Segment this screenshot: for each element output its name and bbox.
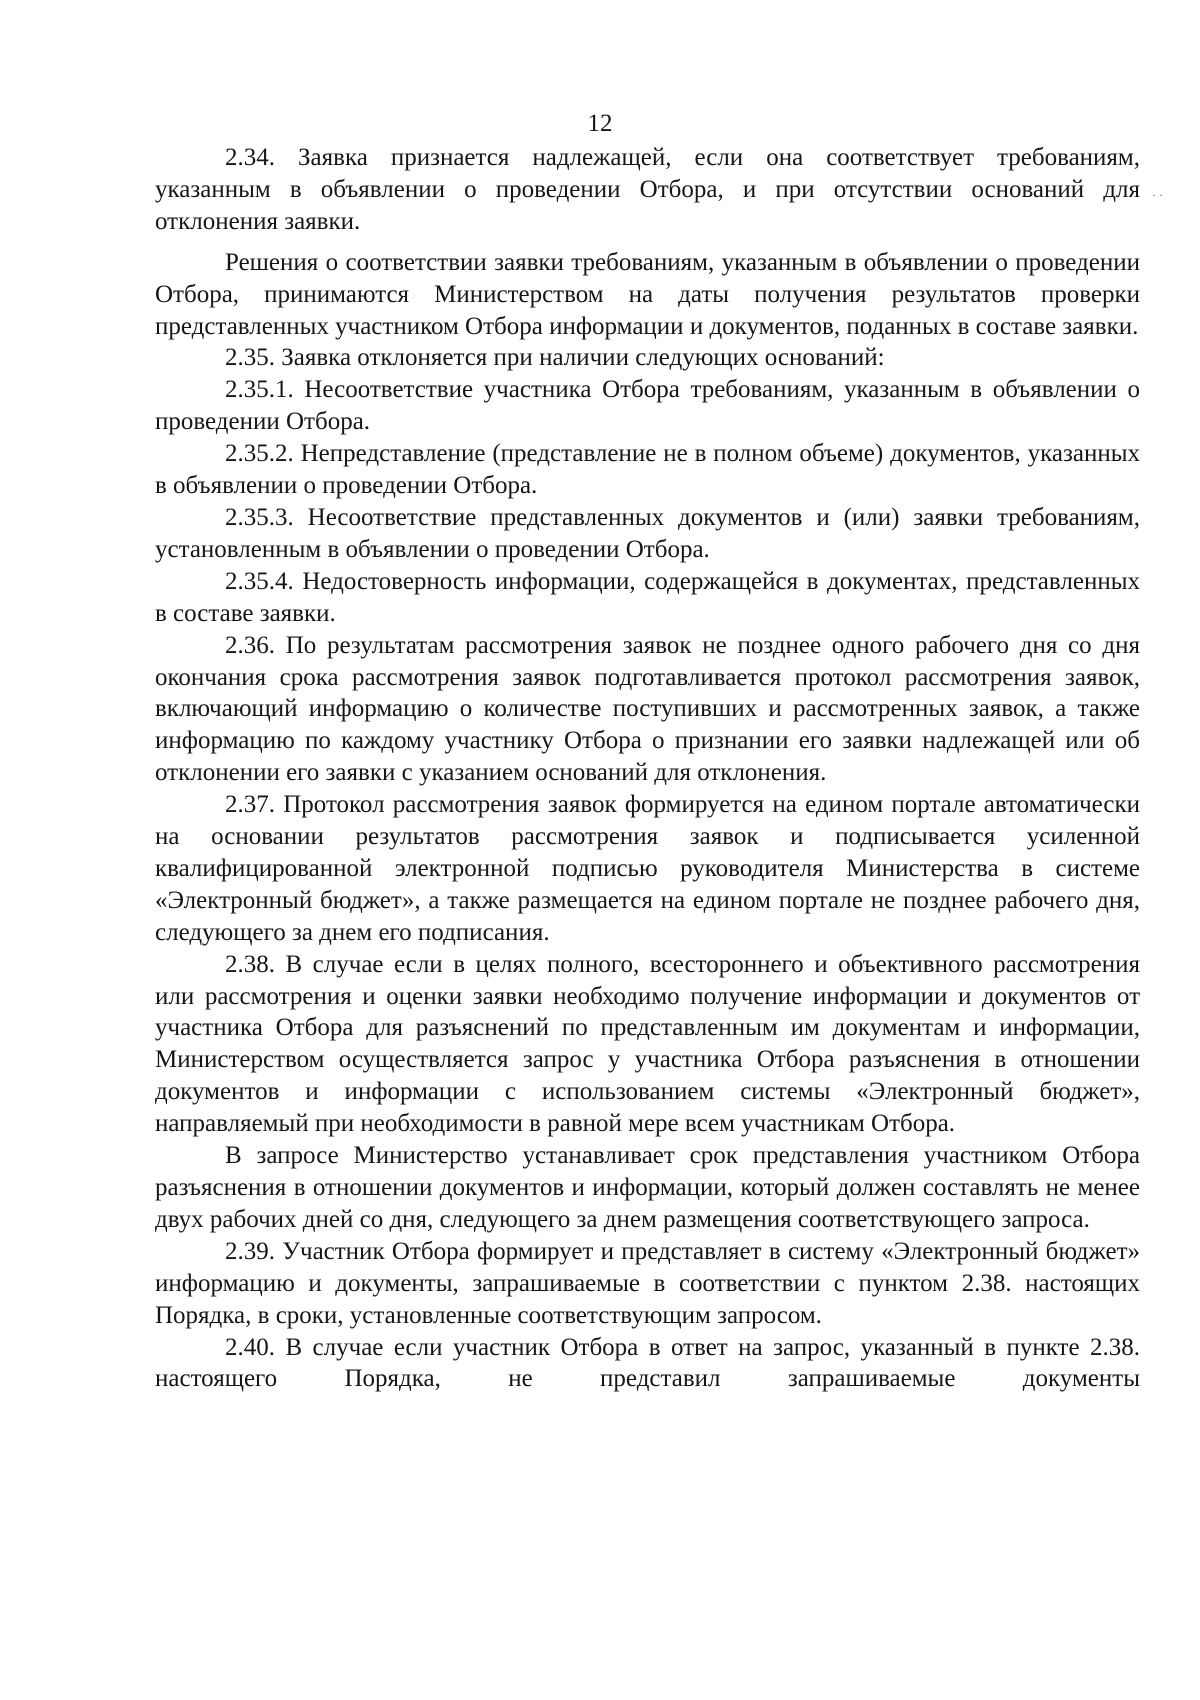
paragraph-2-35-3: 2.35.3. Несоответствие представленных документов и (или) заявки требованиям, установленным в объявлении о проведении Отбора. bbox=[155, 503, 1140, 563]
paragraph-2-39: 2.39. Участник Отбора формирует и представляет в систему «Электронный бюджет» информацию и документы, запрашиваемые в соответствии с пунктом 2.38. настоящих Порядка, в сроки, установленные соответствующим запросом. bbox=[155, 1237, 1140, 1329]
margin-mark: ·· bbox=[1152, 188, 1166, 202]
paragraph-2-38: 2.38. В случае если в целях полного, всестороннего и объективного рассмотрения или рассмотрения и оценки заявки необходимо получение информации и документов от участника Отбора для разъяснений по представленным им документам и информации, Министерством осуществляется запрос у участника Отбора разъяснения в отношении документов и информации с использованием системы «Электронный бюджет», направляемый при необходимости в равной мере всем участникам Отбора. bbox=[155, 950, 1140, 1138]
paragraph-decisions: Решения о соответствии заявки требованиям, указанным в объявлении о проведении Отбора, принимаются Министерством на даты получения результатов проверки представленных участником Отбора информации и документов, поданных в составе заявки. bbox=[155, 248, 1140, 340]
page-number: 12 bbox=[587, 110, 613, 137]
paragraph-2-35-4: 2.35.4. Недостоверность информации, содержащейся в документах, представленных в составе заявки. bbox=[155, 567, 1140, 627]
paragraph-2-36: 2.36. По результатам рассмотрения заявок не позднее одного рабочего дня со дня окончания срока рассмотрения заявок подготавливается протокол рассмотрения заявок, включающий информацию о количестве поступивших и рассмотренных заявок, а также информацию по каждому участнику Отбора о признании его заявки надлежащей или об отклонении его заявки с указанием оснований для отклонения. bbox=[155, 631, 1140, 787]
paragraph-request: В запросе Министерство устанавливает срок представления участником Отбора разъяснения в отношении документов и информации, который должен составлять не менее двух рабочих дней со дня, следующего за днем размещения соответствующего запроса. bbox=[155, 1142, 1140, 1233]
paragraph-2-35-1: 2.35.1. Несоответствие участника Отбора требованиям, указанным в объявлении о проведении Отбора. bbox=[155, 376, 1140, 436]
paragraph-2-40: 2.40. В случае если участник Отбора в ответ на запрос, указанный в пункте 2.38. настоящего Порядка, не представил запрашиваемые документы bbox=[155, 1333, 1140, 1393]
paragraph-2-35: 2.35. Заявка отклоняется при наличии следующих оснований: bbox=[225, 344, 885, 372]
document-body bbox=[155, 142, 1140, 1395]
paragraph-2-35-2: 2.35.2. Непредставление (представление не в полном объеме) документов, указанных в объявлении о проведении Отбора. bbox=[155, 440, 1140, 500]
paragraph-2-37: 2.37. Протокол рассмотрения заявок формируется на едином портале автоматически на основании результатов рассмотрения заявок и подписывается усиленной квалифицированной электронной подписью руководителя Министерства в системе «Электронный бюджет», а также размещается на едином портале не позднее рабочего дня, следующего за днем его подписания. bbox=[155, 791, 1140, 946]
paragraph-2-34: 2.34. Заявка признается надлежащей, если она соответствует требованиям, указанным в объявлении о проведении Отбора, и при отсутствии оснований для отклонения заявки. bbox=[155, 144, 1140, 235]
